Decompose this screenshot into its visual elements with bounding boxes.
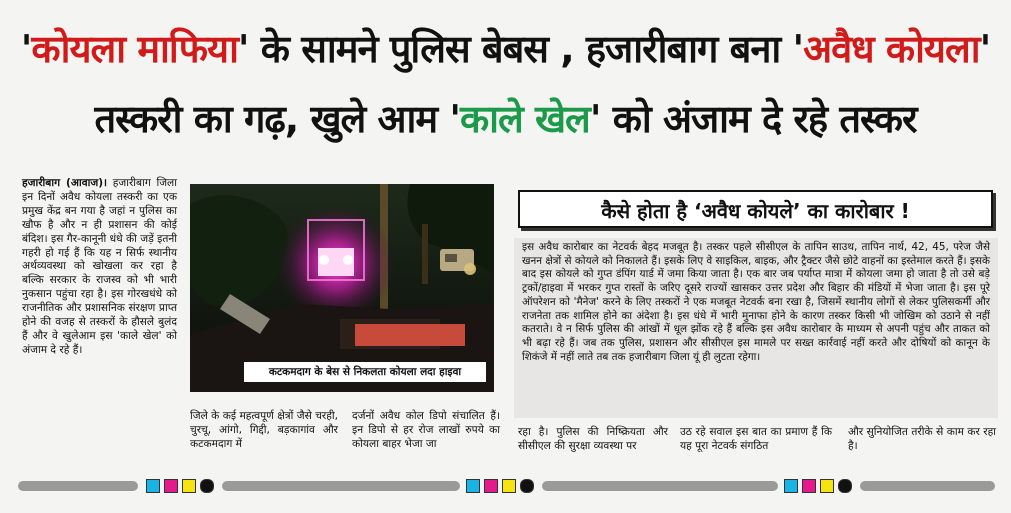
yellow-swatch	[502, 479, 516, 493]
dateline: हजारीबाग (आवाज)।	[22, 177, 108, 189]
box-body: इस अवैध कारोबार का नेटवर्क बेहद मजबूत है। तस्कर पहले सीसीएल के तापिन साउथ, तापिन नार्थ, 42, 45, परेज जैसे खनन क्षेत्रों से कोयले को निकालते हैं। इसके लिए वे साइकिल, बाइक, और ट्रैक्टर जैसे छोटे वाहनों का इस्तेमाल करते हैं। इसके बाद इस कोयले को गुप्त डंपिंग यार्ड में जमा किया जाता है। एक बार जब पर्याप्त मात्रा में कोयला जमा हो जाता है तो उसे बड़े ट्रकों/हाइवा में भरकर गुप्त रास्तों के जरिए दूसरे राज्यों खासकर उत्तर प्रदेश और बिहार की मंडियों में भेजा जाता है। इस पूरे ऑपरेशन को 'मैनेज' करने के लिए तस्करों ने एक मजबूत नेटवर्क बना रखा है, जिसमें स्थानीय लोगों से लेकर पुलिसकर्मी और राजनेता तक शामिल होने का अंदेशा है। इस धंधे में भारी मुनाफा होने के कारण तस्कर किसी भी जोखिम को उठाने से नहीं कतराते। वे न सिर्फ पुलिस की आंखों में धूल झोंक रहे हैं बल्कि इस अवैध कारोबार के माध्यम से अपनी पहुंच और ताकत को भी बढ़ा रहे हैं। जब तक पुलिस, प्रशासन और सीसीएल इस मामले पर सख्त कार्रवाई नहीं करते और दोषियों को कानून के शिकंजे में नहीं लाते तब तक हजारीबाग जिला यूं ही लुटता रहेगा।	[522, 241, 990, 363]
box-headline: कैसे होता है ‘अवैध कोयले’ का कारोबार !	[518, 190, 993, 228]
top-edge-strip	[0, 0, 1011, 10]
headline-red-phrase-1: कोयला माफिया	[31, 27, 238, 71]
headline-post: ' को अंजाम दे रहे तस्कर	[589, 97, 917, 141]
night-truck-image	[190, 184, 494, 392]
article-column-2: जिले के कई महत्वपूर्ण क्षेत्रों जैसे चरही, चुरचू, आंगो, गिद्दी, बड़कागांव और कटकमदाग में	[190, 410, 338, 450]
grey-bar	[542, 481, 778, 491]
article-column-6: और सुनियोजित तरीके से काम कर रहा है।	[848, 426, 996, 452]
article-column-1	[22, 177, 177, 358]
black-swatch	[200, 479, 214, 493]
cyan-swatch	[146, 479, 160, 493]
grey-bar	[222, 481, 460, 491]
headline-green-phrase: काले खेल	[459, 97, 590, 141]
headline-quote: '	[20, 27, 32, 71]
grey-bar	[860, 481, 995, 491]
article-column-3: दर्जनों अवैध कोल डिपो संचालित हैं। इन डिपो से हर रोज लाखों रुपये का कोयला बाहर भेजा जा	[352, 410, 500, 450]
headline-line-1	[0, 22, 1011, 76]
photo-caption: कटकमदाग के बेस से निकलता कोयला लदा हाइवा	[244, 362, 486, 382]
sidebar-box	[514, 238, 998, 418]
black-swatch	[520, 479, 534, 493]
cyan-swatch	[466, 479, 480, 493]
cyan-swatch	[784, 479, 798, 493]
yellow-swatch	[182, 479, 196, 493]
magenta-swatch	[802, 479, 816, 493]
magenta-swatch	[484, 479, 498, 493]
article-column-4: रहा है। पुलिस की निष्क्रियता और सीसीएल की सुरक्षा व्यवस्था पर	[518, 426, 668, 452]
registration-bar	[0, 479, 1011, 493]
magenta-swatch	[164, 479, 178, 493]
yellow-swatch	[820, 479, 834, 493]
headline-quote: '	[979, 27, 991, 71]
grey-bar	[18, 481, 138, 491]
headline-middle: ' के सामने पुलिस बेबस , हजारीबाग बना '	[237, 27, 804, 71]
headline-red-phrase-2: अवैध कोयला	[803, 27, 980, 71]
black-swatch	[838, 479, 852, 493]
article-body-1: हजारीबाग जिला इन दिनों अवैध कोयला तस्करी का एक प्रमुख केंद्र बन गया है जहां न पुलिस का खौफ है और न ही प्रशासन की कोई बंदिश। इस गैर-कानूनी धंधे की जड़ें इतनी गहरी हो गई हैं कि यह न सिर्फ स्थानीय अर्थव्यवस्था को खोखला कर रहा है बल्कि सरकार के राजस्व को भी भारी नुकसान पहुंचा रहा है। इस गोरखधंधे को राजनीतिक और प्रशासनिक संरक्षण प्राप्त होने की वजह से तस्करों के हौसले बुलंद हैं और वे खुलेआम इस 'काले खेल' को अंजाम दे रहे हैं।	[22, 177, 178, 356]
article-column-5: उठ रहे सवाल इस बात का प्रमाण हैं कि यह पूरा नेटवर्क संगठित	[680, 426, 832, 452]
headline-pre: तस्करी का गढ़, खुले आम '	[94, 97, 460, 141]
headline-line-2	[0, 92, 1011, 146]
news-photo	[190, 184, 494, 392]
